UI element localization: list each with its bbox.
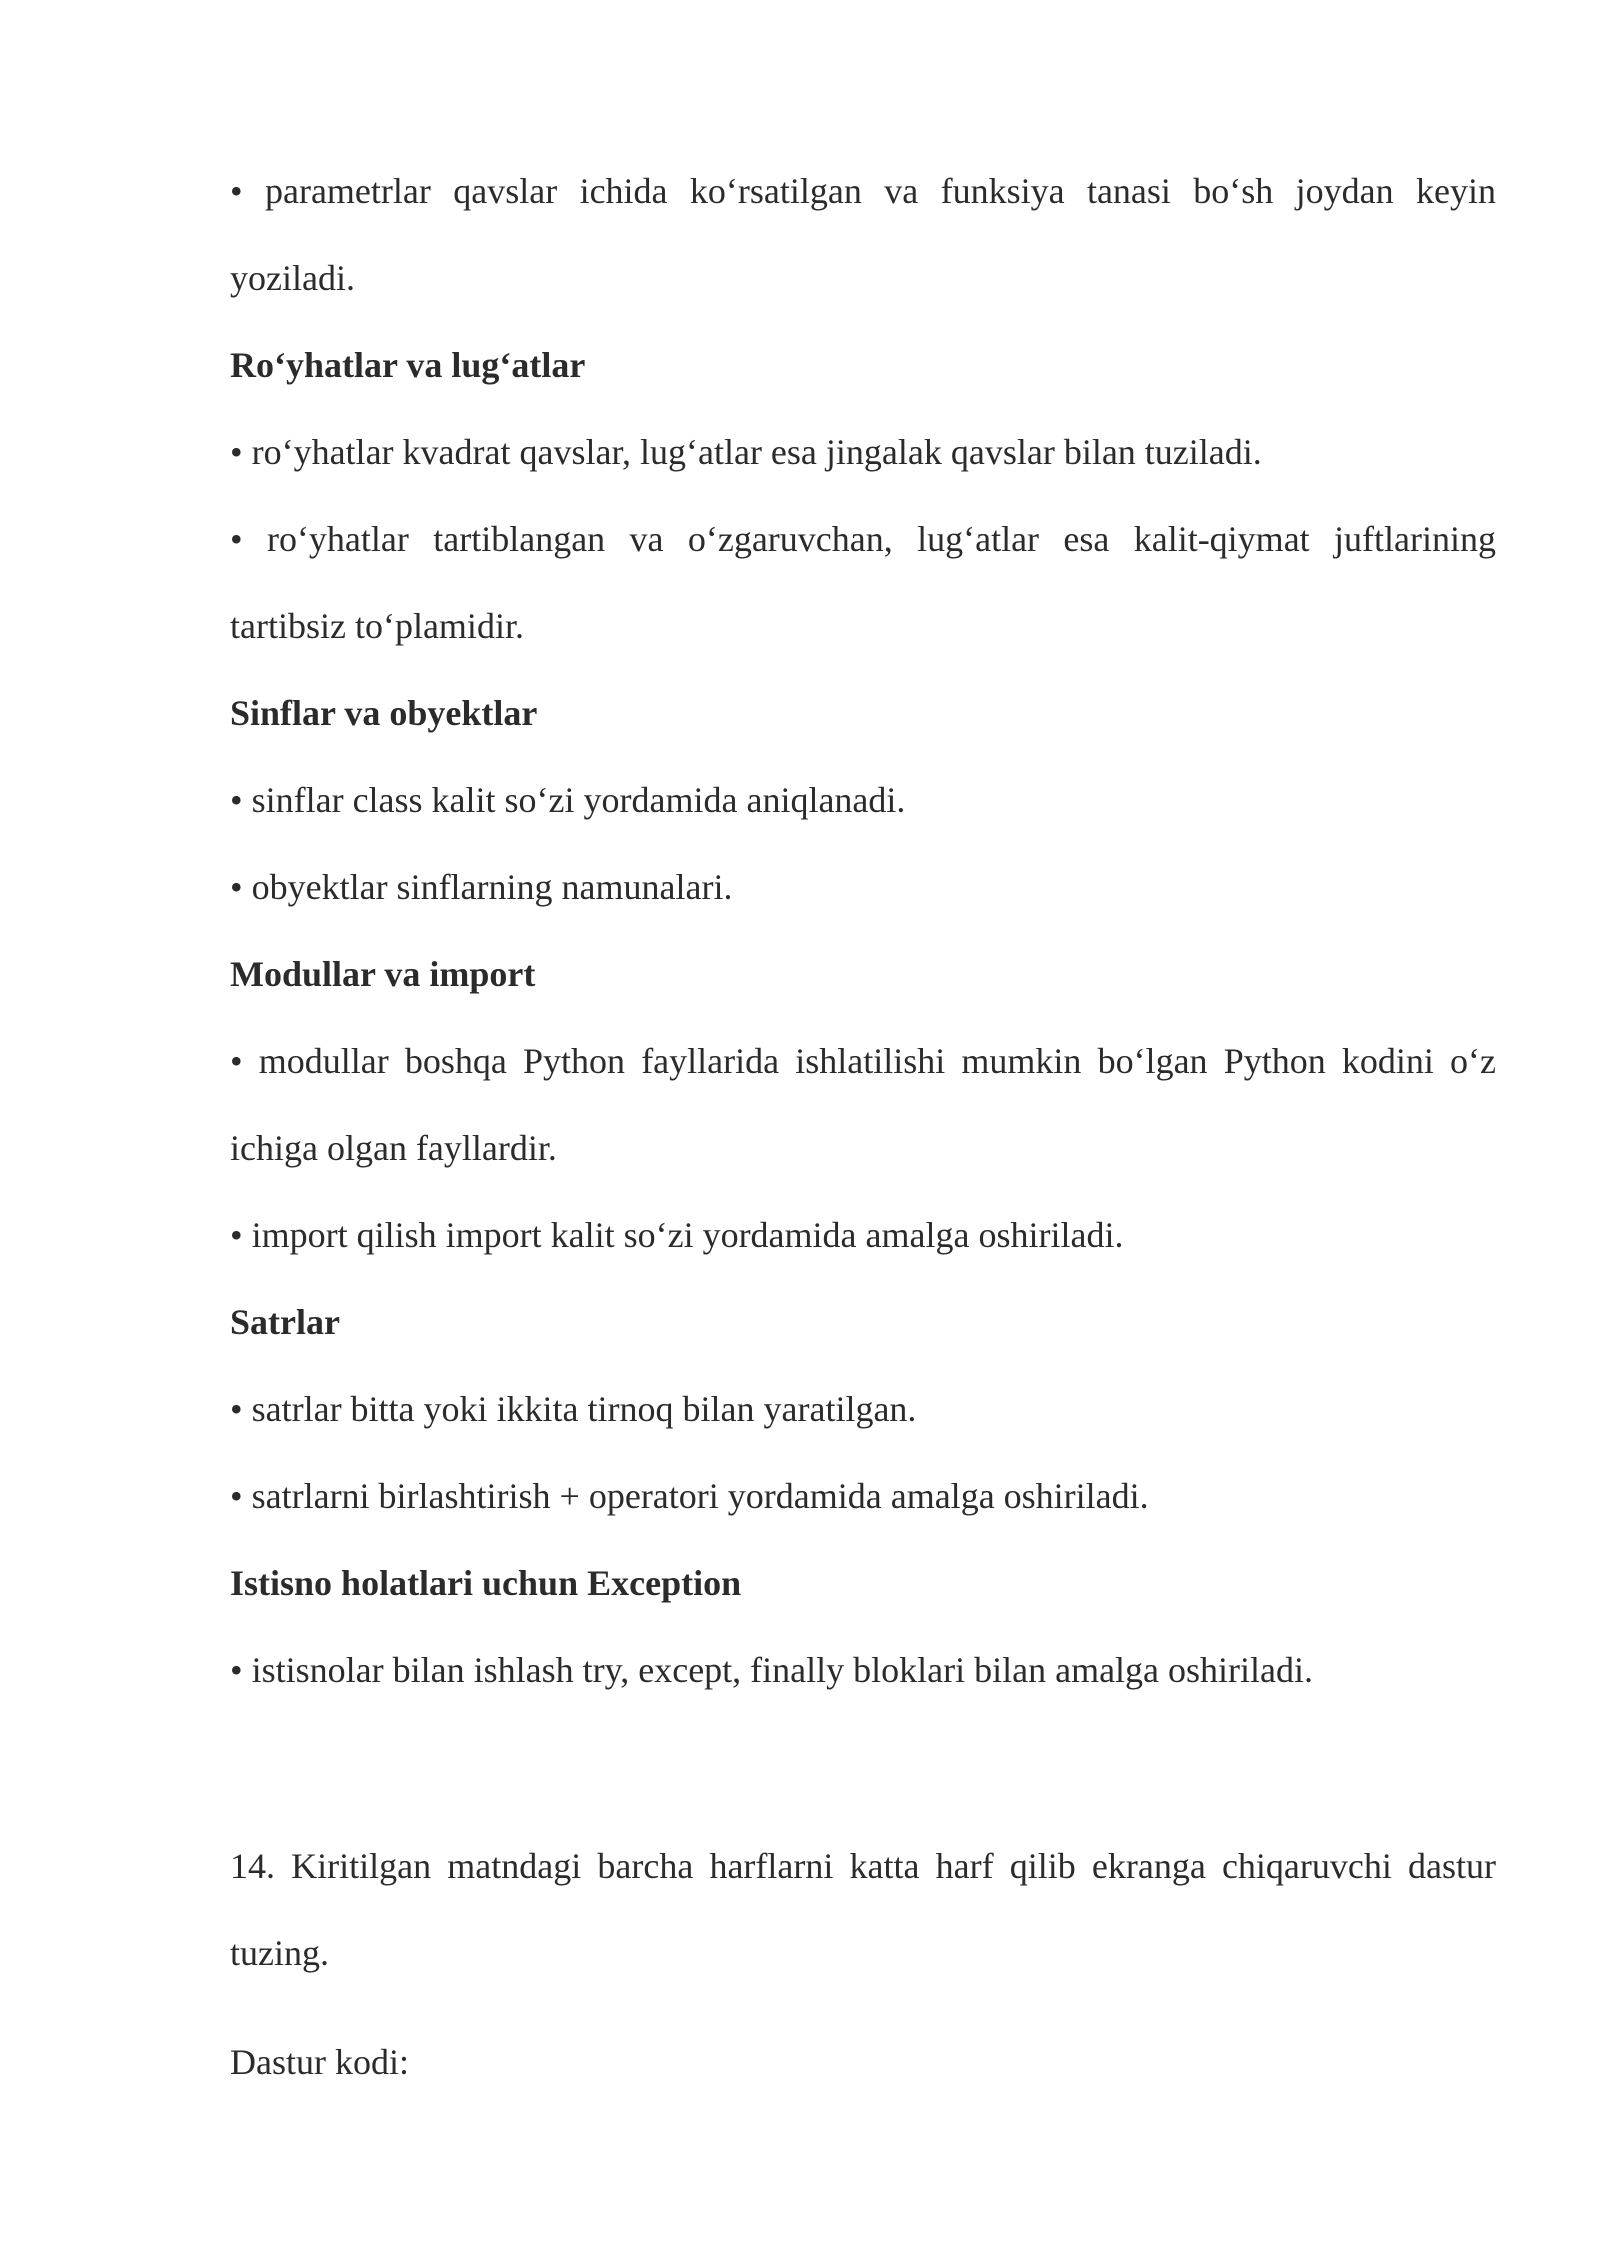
bullet-classes-keyword: • sinflar class kalit soʻzi yordamida aniqlanadi. [230,780,906,820]
task-statement: 14. Kiritilgan matndagi barcha harflarni katta harf qilib ekranga chiqaruvchi dastur tuzing. [230,1846,1496,1973]
content-blocks [230,148,1496,1714]
code-label: Dastur kodi: [230,2042,409,2082]
bullet-strings-concat: • satrlarni birlashtirish + operatori yordamida amalga oshiriladi. [230,1476,1149,1516]
bullet-exceptions-blocks: • istisnolar bilan ishlash try, except, finally bloklari bilan amalga oshiriladi. [230,1650,1314,1690]
bullet-lists-brackets: • roʻyhatlar kvadrat qavslar, lugʻatlar esa jingalak qavslar bilan tuziladi. [230,432,1262,472]
document-page [230,148,1496,2106]
bullet-strings-quotes: • satrlar bitta yoki ikkita tirnoq bilan yaratilgan. [230,1389,917,1429]
bullet-import-keyword: • import qilish import kalit soʻzi yordamida amalga oshiriladi. [230,1215,1124,1255]
heading-exceptions: Istisno holatlari uchun Exception [230,1563,742,1603]
section-spacer [230,1714,1496,1823]
heading-classes-objects: Sinflar va obyektlar [230,693,538,733]
bullet-function-parameters: • parametrlar qavslar ichida koʻrsatilgan va funksiya tanasi boʻsh joydan keyin yoziladi. [230,171,1496,298]
heading-modules-import: Modullar va import [230,954,536,994]
heading-strings: Satrlar [230,1302,340,1342]
bullet-modules-files: • modullar boshqa Python fayllarida ishlatilishi mumkin boʻlgan Python kodini oʻz ichiga olgan fayllardir. [230,1041,1496,1168]
heading-lists-dicts: Roʻyhatlar va lugʻatlar [230,345,586,385]
bullet-lists-ordered: • roʻyhatlar tartiblangan va oʻzgaruvchan, lugʻatlar esa kalit-qiymat juftlarining tartibsiz toʻplamidir. [230,519,1496,646]
bullet-objects-instances: • obyektlar sinflarning namunalari. [230,867,733,907]
